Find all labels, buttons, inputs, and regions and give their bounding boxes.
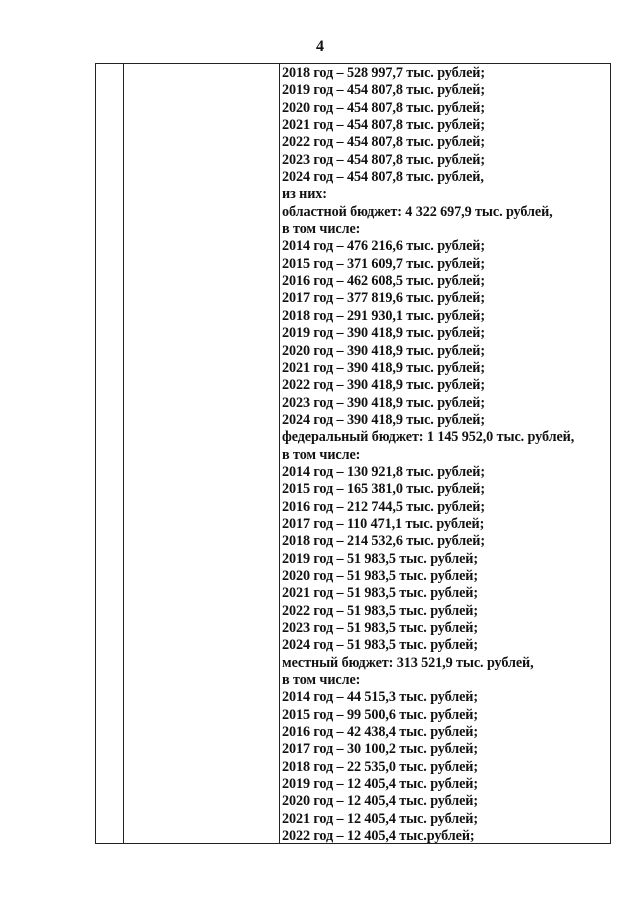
funding-line: 2016 год – 212 744,5 тыс. рублей;	[282, 498, 485, 515]
funding-line: 2022 год – 12 405,4 тыс.рублей;	[282, 828, 475, 845]
funding-line: 2014 год – 44 515,3 тыс. рублей;	[282, 689, 479, 706]
funding-line: 2021 год – 390 418,9 тыс. рублей;	[282, 359, 485, 376]
column-divider-2	[279, 64, 280, 843]
funding-line: 2014 год – 476 216,6 тыс. рублей;	[282, 238, 485, 255]
funding-line: 2017 год – 110 471,1 тыс. рублей;	[282, 515, 485, 532]
funding-line: 2020 год – 12 405,4 тыс. рублей;	[282, 793, 479, 810]
funding-line: 2018 год – 528 997,7 тыс. рублей;	[282, 65, 485, 81]
funding-line: федеральный бюджет: 1 145 952,0 тыс. рублей,	[282, 429, 575, 446]
funding-line: 2022 год – 390 418,9 тыс. рублей;	[282, 377, 485, 394]
funding-line: 2023 год – 390 418,9 тыс. рублей;	[282, 394, 485, 411]
funding-line: из них:	[282, 186, 327, 203]
funding-line: 2016 год – 462 608,5 тыс. рублей;	[282, 273, 485, 290]
funding-line: 2016 год – 42 438,4 тыс. рублей;	[282, 724, 479, 741]
funding-line: 2018 год – 214 532,6 тыс. рублей;	[282, 533, 485, 550]
funding-table	[95, 63, 611, 844]
funding-line: местный бюджет: 313 521,9 тыс. рублей,	[282, 654, 534, 671]
funding-line: 2022 год – 51 983,5 тыс. рублей;	[282, 602, 479, 619]
funding-line: 2023 год – 454 807,8 тыс. рублей;	[282, 151, 485, 168]
funding-line: 2015 год – 371 609,7 тыс. рублей;	[282, 255, 485, 272]
funding-line: 2020 год – 454 807,8 тыс. рублей;	[282, 99, 485, 116]
funding-line: 2017 год – 30 100,2 тыс. рублей;	[282, 741, 479, 758]
funding-line: 2021 год – 12 405,4 тыс. рублей;	[282, 810, 479, 827]
funding-line: 2014 год – 130 921,8 тыс. рублей;	[282, 463, 485, 480]
funding-line: 2021 год – 454 807,8 тыс. рублей;	[282, 117, 485, 134]
funding-line: 2015 год – 99 500,6 тыс. рублей;	[282, 706, 479, 723]
funding-line: 2018 год – 22 535,0 тыс. рублей;	[282, 758, 479, 775]
funding-line: 2019 год – 390 418,9 тыс. рублей;	[282, 325, 485, 342]
funding-line: 2015 год – 165 381,0 тыс. рублей;	[282, 481, 485, 498]
page-number: 4	[316, 38, 324, 55]
funding-line: 2022 год – 454 807,8 тыс. рублей;	[282, 134, 485, 151]
funding-line: 2019 год – 454 807,8 тыс. рублей;	[282, 82, 485, 99]
funding-line: 2023 год – 51 983,5 тыс. рублей;	[282, 620, 479, 636]
funding-line: 2021 год – 51 983,5 тыс. рублей;	[282, 585, 479, 602]
funding-line: 2019 год – 12 405,4 тыс. рублей;	[282, 776, 479, 793]
funding-line: 2017 год – 377 819,6 тыс. рублей;	[282, 290, 485, 307]
funding-line: 2018 год – 291 930,1 тыс. рублей;	[282, 307, 485, 324]
funding-line: в том числе:	[282, 672, 361, 689]
funding-line: в том числе:	[282, 221, 361, 238]
funding-line: 2019 год – 51 983,5 тыс. рублей;	[282, 550, 479, 567]
funding-line: 2024 год – 51 983,5 тыс. рублей;	[282, 637, 479, 654]
funding-line: 2024 год – 454 807,8 тыс. рублей,	[282, 169, 484, 186]
funding-line: областной бюджет: 4 322 697,9 тыс. рублей,	[282, 203, 553, 220]
funding-line: 2024 год – 390 418,9 тыс. рублей;	[282, 411, 485, 428]
column-divider-1	[123, 64, 124, 843]
funding-line: 2020 год – 390 418,9 тыс. рублей;	[282, 342, 485, 359]
funding-line: в том числе:	[282, 446, 361, 463]
funding-text-cell	[282, 65, 608, 845]
funding-line: 2020 год – 51 983,5 тыс. рублей;	[282, 567, 479, 584]
